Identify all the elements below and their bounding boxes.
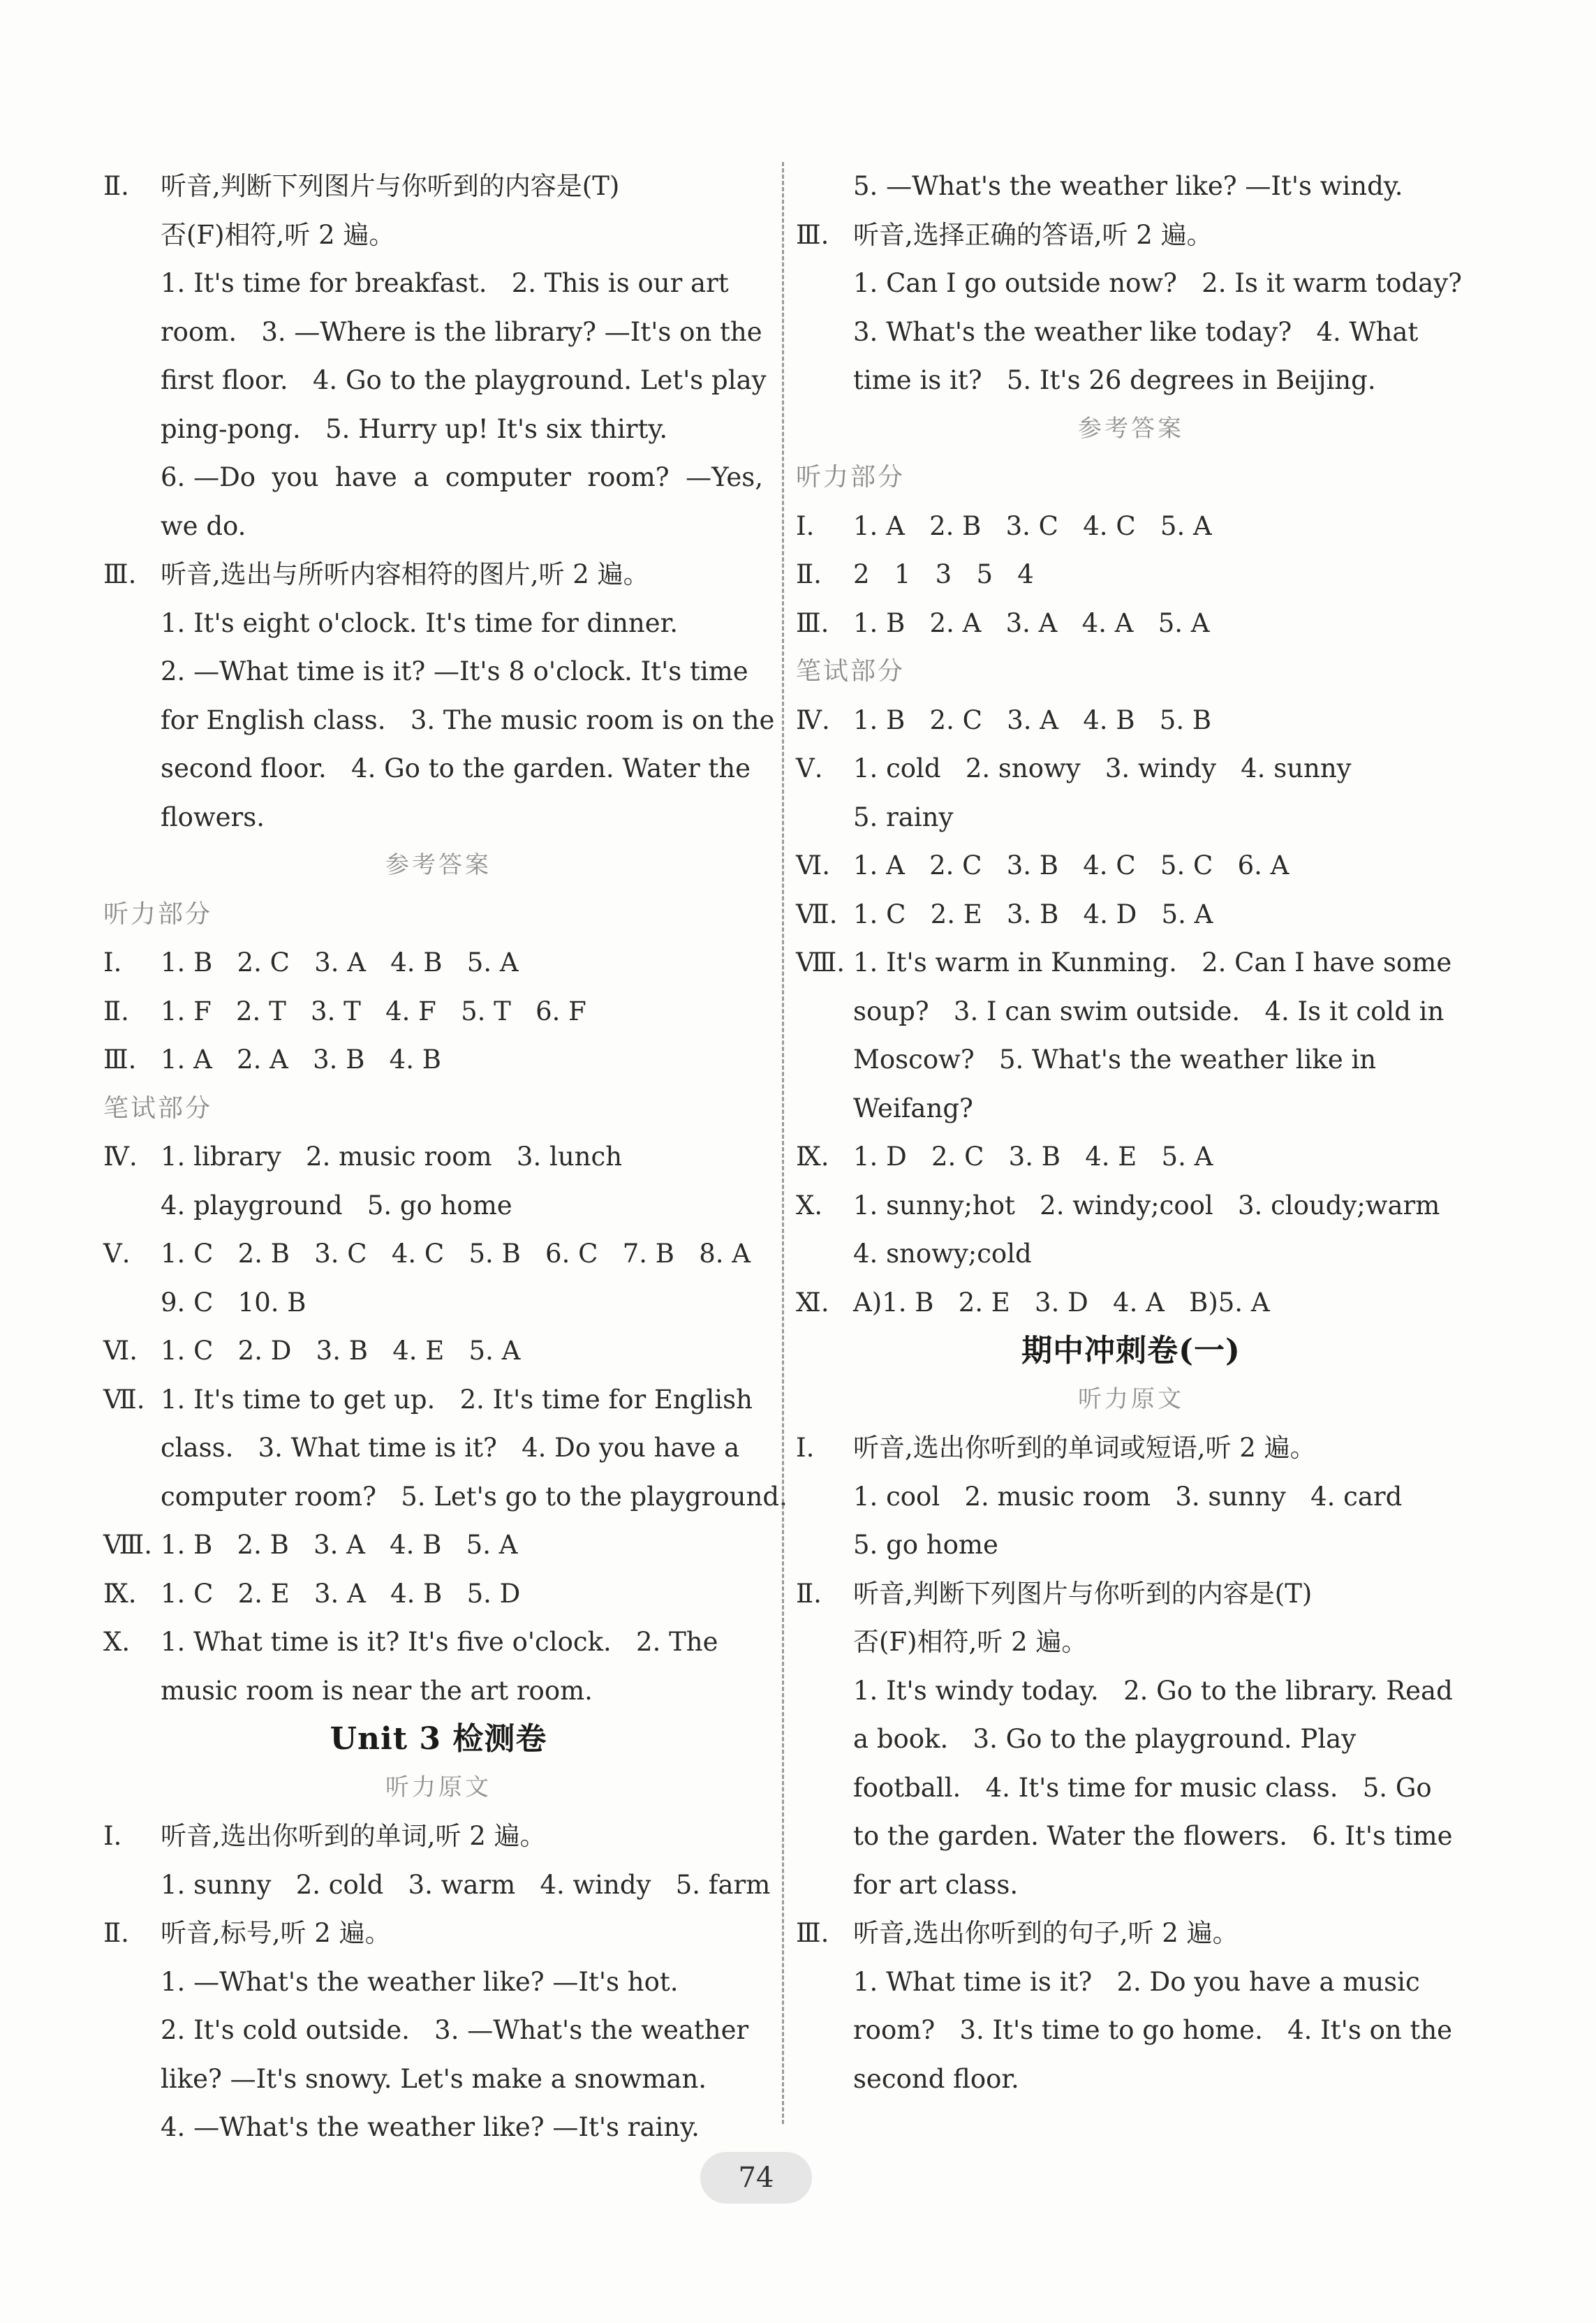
- roman-numeral: Ⅴ.: [103, 1239, 131, 1269]
- text-line: room. 3. —Where is the library? —It's on the: [161, 316, 762, 347]
- subsection-label: 听力部分: [796, 463, 906, 492]
- roman-numeral: Ⅲ.: [103, 1045, 137, 1075]
- text-line: time is it? 5. It's 26 degrees in Beijing.: [853, 365, 1376, 395]
- unit-title: 期中冲刺卷(一): [1021, 1333, 1241, 1369]
- line-text: 1. What time is it? It's five o'clock. 2. The: [161, 1627, 718, 1657]
- roman-numeral: Ⅵ.: [796, 850, 830, 880]
- roman-numeral: Ⅷ.: [796, 947, 845, 978]
- question-line: [796, 1909, 1466, 1958]
- text-line: football. 4. It's time for music class. 5. Go: [853, 1772, 1432, 1803]
- roman-numeral: Ⅰ.: [796, 1433, 815, 1463]
- line-text: 听音,选择正确的答语,听 2 遍。: [853, 219, 1213, 250]
- column-divider: [782, 162, 784, 2124]
- line-text: 听音,判断下列图片与你听到的内容是(T): [853, 1578, 1313, 1609]
- roman-numeral: Ⅸ.: [103, 1578, 137, 1609]
- roman-numeral: Ⅱ.: [103, 1918, 129, 1948]
- text-line: 5. go home: [853, 1530, 998, 1560]
- roman-numeral: Ⅷ.: [103, 1530, 153, 1560]
- text-line: Weifang?: [853, 1093, 973, 1123]
- question-line: [103, 1570, 774, 1618]
- line-text: 1. library 2. music room 3. lunch: [161, 1142, 623, 1172]
- section-heading: 听力原文: [385, 1773, 492, 1801]
- text-line: 5. —What's the weather like? —It's windy.: [853, 171, 1403, 201]
- left-column: [103, 162, 788, 2152]
- roman-numeral: Ⅰ.: [796, 510, 815, 541]
- roman-numeral: Ⅲ.: [796, 219, 829, 250]
- question-line: [796, 1181, 1466, 1230]
- question-line: [103, 1812, 774, 1861]
- text-line: 2. —What time is it? —It's 8 o'clock. It's time: [161, 656, 748, 686]
- line-text: 1. cold 2. snowy 3. windy 4. sunny: [853, 753, 1352, 783]
- roman-numeral: Ⅹ.: [796, 1190, 823, 1221]
- text-line: 否(F)相符,听 2 遍。: [161, 219, 395, 250]
- question-line: [796, 841, 1466, 890]
- text-line: we do.: [161, 510, 246, 541]
- question-line: [103, 1230, 774, 1278]
- question-line: [103, 938, 774, 987]
- line-text: 听音,判断下列图片与你听到的内容是(T): [161, 171, 620, 201]
- roman-numeral: Ⅲ.: [796, 1918, 829, 1948]
- question-line: [103, 1133, 774, 1181]
- text-line: for English class. 3. The music room is on the: [161, 705, 775, 735]
- section-heading: 参考答案: [385, 851, 492, 879]
- line-text: A)1. B 2. E 3. D 4. A B)5. A: [853, 1287, 1270, 1318]
- text-line: 4. playground 5. go home: [161, 1190, 512, 1221]
- roman-numeral: Ⅱ.: [796, 1578, 822, 1609]
- line-text: 听音,选出你听到的单词或短语,听 2 遍。: [853, 1433, 1316, 1463]
- text-line: 1. sunny 2. cold 3. warm 4. windy 5. farm: [161, 1869, 771, 1900]
- question-line: [103, 1327, 774, 1376]
- text-line: soup? 3. I can swim outside. 4. Is it cold in: [853, 996, 1444, 1026]
- text-line: 1. It's eight o'clock. It's time for dinner.: [161, 607, 679, 638]
- roman-numeral: Ⅶ.: [103, 1384, 145, 1415]
- line-text: 听音,选出与所听内容相符的图片,听 2 遍。: [161, 559, 649, 589]
- text-line: computer room? 5. Let's go to the playground.: [161, 1481, 788, 1512]
- text-line: first floor. 4. Go to the playground. Let's play: [161, 365, 767, 395]
- line-text: 1. A 2. C 3. B 4. C 5. C 6. A: [853, 850, 1290, 880]
- question-line: [103, 1909, 774, 1958]
- line-text: 1. B 2. C 3. A 4. B 5. B: [853, 705, 1212, 735]
- page-number: 74: [700, 2152, 812, 2204]
- roman-numeral: Ⅱ.: [103, 996, 129, 1026]
- text-line: a book. 3. Go to the playground. Play: [853, 1724, 1357, 1754]
- text-line: second floor. 4. Go to the garden. Water the: [161, 753, 751, 783]
- text-line: like? —It's snowy. Let's make a snowman.: [161, 2063, 707, 2094]
- roman-numeral: Ⅳ.: [103, 1142, 138, 1172]
- question-line: [103, 987, 774, 1036]
- section-heading: 听力原文: [1078, 1385, 1184, 1413]
- subsection-label: 笔试部分: [103, 1093, 213, 1123]
- question-line: [103, 1521, 774, 1570]
- question-line: [796, 1133, 1466, 1181]
- text-line: 1. What time is it? 2. Do you have a music: [853, 1966, 1420, 1997]
- text-line: Moscow? 5. What's the weather like in: [853, 1045, 1377, 1075]
- question-line: [796, 211, 1466, 260]
- line-text: 1. It's time to get up. 2. It's time for English: [161, 1384, 753, 1415]
- roman-numeral: Ⅰ.: [103, 1821, 122, 1851]
- text-line: 1. cool 2. music room 3. sunny 4. card: [853, 1481, 1403, 1512]
- roman-numeral: Ⅺ.: [796, 1287, 829, 1318]
- text-line: 2. It's cold outside. 3. —What's the weather: [161, 2015, 749, 2045]
- text-line: 4. —What's the weather like? —It's rainy.: [161, 2112, 700, 2142]
- unit-title: Unit 3 检测卷: [330, 1721, 547, 1757]
- line-text: 1. B 2. A 3. A 4. A 5. A: [853, 607, 1210, 638]
- text-line: class. 3. What time is it? 4. Do you have a: [161, 1433, 740, 1463]
- text-line: 1. Can I go outside now? 2. Is it warm today?: [853, 268, 1462, 298]
- subsection-label: 笔试部分: [796, 657, 906, 686]
- line-text: 1. A 2. B 3. C 4. C 5. A: [853, 510, 1212, 541]
- line-text: 2 1 3 5 4: [853, 559, 1034, 589]
- roman-numeral: Ⅱ.: [796, 559, 822, 589]
- text-line: room? 3. It's time to go home. 4. It's on the: [853, 2015, 1453, 2045]
- question-line: [103, 1376, 774, 1424]
- line-text: 听音,选出你听到的单词,听 2 遍。: [161, 1821, 546, 1851]
- roman-numeral: Ⅵ.: [103, 1336, 138, 1366]
- question-line: [796, 1278, 1466, 1327]
- text-line: 1. It's windy today. 2. Go to the library. Read: [853, 1675, 1453, 1706]
- text-line: 4. snowy;cold: [853, 1239, 1032, 1269]
- line-text: 1. A 2. A 3. B 4. B: [161, 1045, 441, 1075]
- roman-numeral: Ⅲ.: [796, 607, 829, 638]
- question-line: [796, 502, 1466, 551]
- line-text: 1. B 2. B 3. A 4. B 5. A: [161, 1530, 518, 1560]
- question-line: [103, 1618, 774, 1667]
- text-line: 9. C 10. B: [161, 1287, 306, 1318]
- text-line: second floor.: [853, 2063, 1019, 2094]
- text-line: for art class.: [853, 1869, 1019, 1900]
- line-text: 1. B 2. C 3. A 4. B 5. A: [161, 947, 519, 978]
- line-text: 1. C 2. E 3. B 4. D 5. A: [853, 899, 1213, 929]
- text-line: flowers.: [161, 802, 265, 832]
- roman-numeral: Ⅲ.: [103, 559, 137, 589]
- question-line: [796, 744, 1466, 793]
- subsection-label: 听力部分: [103, 899, 213, 929]
- text-line: ping-pong. 5. Hurry up! It's six thirty.: [161, 413, 668, 444]
- question-line: [103, 550, 774, 599]
- text-line: 5. rainy: [853, 802, 954, 832]
- text-line: 否(F)相符,听 2 遍。: [853, 1627, 1088, 1657]
- text-line: 1. —What's the weather like? —It's hot.: [161, 1966, 679, 1997]
- question-line: [796, 890, 1466, 939]
- line-text: 1. C 2. B 3. C 4. C 5. B 6. C 7. B 8. A: [161, 1239, 751, 1269]
- question-line: [796, 696, 1466, 745]
- text-line: 6. —Do you have a computer room? —Yes,: [161, 462, 763, 492]
- question-line: [103, 1035, 774, 1084]
- roman-numeral: Ⅰ.: [103, 947, 122, 978]
- text-line: music room is near the art room.: [161, 1675, 593, 1706]
- question-line: [796, 599, 1466, 648]
- line-text: 1. F 2. T 3. T 4. F 5. T 6. F: [161, 996, 586, 1026]
- line-text: 听音,选出你听到的句子,听 2 遍。: [853, 1918, 1239, 1948]
- question-line: [796, 550, 1466, 599]
- text-line: 1. It's time for breakfast. 2. This is our art: [161, 268, 729, 298]
- roman-numeral: Ⅱ.: [103, 171, 129, 201]
- question-line: [796, 938, 1466, 987]
- line-text: 1. D 2. C 3. B 4. E 5. A: [853, 1142, 1213, 1172]
- line-text: 1. It's warm in Kunming. 2. Can I have some: [853, 947, 1452, 978]
- roman-numeral: Ⅳ.: [796, 705, 830, 735]
- question-line: [103, 162, 774, 211]
- line-text: 1. sunny;hot 2. windy;cool 3. cloudy;warm: [853, 1190, 1440, 1221]
- right-column: [796, 162, 1466, 2103]
- text-line: 3. What's the weather like today? 4. What: [853, 316, 1419, 347]
- question-line: [796, 1570, 1466, 1618]
- line-text: 1. C 2. E 3. A 4. B 5. D: [161, 1578, 521, 1609]
- roman-numeral: Ⅹ.: [103, 1627, 131, 1657]
- line-text: 听音,标号,听 2 遍。: [161, 1918, 391, 1948]
- roman-numeral: Ⅸ.: [796, 1142, 829, 1172]
- roman-numeral: Ⅴ.: [796, 753, 823, 783]
- text-line: to the garden. Water the flowers. 6. It's time: [853, 1821, 1453, 1851]
- section-heading: 参考答案: [1078, 414, 1184, 443]
- roman-numeral: Ⅶ.: [796, 899, 838, 929]
- question-line: [796, 1424, 1466, 1473]
- line-text: 1. C 2. D 3. B 4. E 5. A: [161, 1336, 521, 1366]
